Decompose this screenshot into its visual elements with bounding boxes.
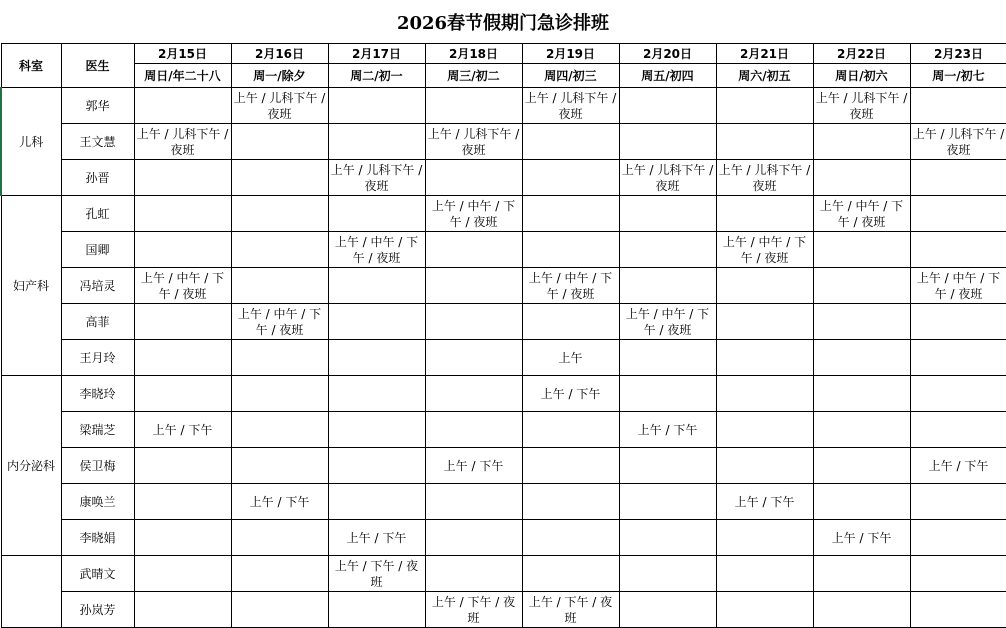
shift-cell[interactable] [425, 412, 522, 448]
shift-cell[interactable] [425, 88, 522, 124]
shift-cell[interactable]: 上午 / 下午 [716, 484, 813, 520]
shift-cell[interactable] [425, 304, 522, 340]
table-row [1, 340, 1006, 376]
table-row [1, 304, 1006, 340]
shift-cell[interactable] [813, 376, 910, 412]
shift-cell[interactable] [910, 88, 1006, 124]
doctor-name-cell[interactable]: 孔虹 [61, 196, 134, 232]
shift-cell[interactable] [522, 124, 619, 160]
table-row [1, 268, 1006, 304]
shift-cell[interactable]: 上午 / 儿科下午 / 夜班 [716, 160, 813, 196]
shift-cell[interactable] [328, 340, 425, 376]
shift-cell[interactable]: 上午 / 下午 [619, 412, 716, 448]
shift-cell[interactable]: 上午 / 中午 / 下午 / 夜班 [813, 196, 910, 232]
shift-cell[interactable] [522, 520, 619, 556]
header-date-cell[interactable]: 2月16日 [231, 44, 328, 64]
shift-cell[interactable] [328, 376, 425, 412]
shift-cell[interactable]: 上午 / 下午 [231, 484, 328, 520]
shift-cell[interactable]: 上午 / 下午 [910, 448, 1006, 484]
shift-cell[interactable] [910, 484, 1006, 520]
doctor-name-cell[interactable]: 李晓玲 [61, 376, 134, 412]
shift-cell[interactable]: 上午 [522, 340, 619, 376]
shift-cell[interactable] [619, 520, 716, 556]
shift-cell[interactable] [231, 376, 328, 412]
doctor-name-cell[interactable]: 高菲 [61, 304, 134, 340]
shift-cell[interactable] [425, 376, 522, 412]
shift-cell[interactable] [425, 268, 522, 304]
shift-cell[interactable] [328, 268, 425, 304]
table-row [1, 124, 1006, 160]
shift-cell[interactable] [231, 196, 328, 232]
header-date-cell[interactable]: 2月17日 [328, 44, 425, 64]
shift-cell[interactable] [716, 340, 813, 376]
shift-cell[interactable] [328, 304, 425, 340]
shift-cell[interactable]: 上午 / 下午 [328, 520, 425, 556]
shift-cell[interactable] [716, 88, 813, 124]
shift-cell[interactable] [813, 556, 910, 592]
shift-cell[interactable] [425, 520, 522, 556]
header-day-cell[interactable]: 周一/初七 [910, 64, 1006, 88]
doctor-name-cell[interactable]: 孙晋 [61, 160, 134, 196]
shift-cell[interactable] [522, 484, 619, 520]
shift-cell[interactable] [134, 88, 231, 124]
shift-cell[interactable]: 上午 / 儿科下午 / 夜班 [619, 160, 716, 196]
header-doctor[interactable]: 医生 [61, 44, 134, 88]
shift-cell[interactable] [231, 592, 328, 628]
shift-cell[interactable] [716, 304, 813, 340]
shift-cell[interactable] [328, 124, 425, 160]
shift-cell[interactable] [619, 268, 716, 304]
shift-cell[interactable] [328, 196, 425, 232]
shift-cell[interactable] [328, 412, 425, 448]
shift-cell[interactable] [522, 196, 619, 232]
doctor-name-cell[interactable]: 王月玲 [61, 340, 134, 376]
shift-cell[interactable]: 上午 / 儿科下午 / 夜班 [522, 88, 619, 124]
shift-cell[interactable] [231, 448, 328, 484]
department-cell[interactable]: 儿科 [1, 88, 61, 196]
shift-cell[interactable] [813, 268, 910, 304]
shift-cell[interactable] [328, 592, 425, 628]
table-row [1, 556, 1006, 592]
table-row [1, 196, 1006, 232]
shift-cell[interactable] [813, 448, 910, 484]
shift-cell[interactable] [619, 340, 716, 376]
shift-cell[interactable] [619, 124, 716, 160]
shift-cell[interactable]: 上午 / 儿科下午 / 夜班 [425, 124, 522, 160]
shift-cell[interactable] [134, 484, 231, 520]
header-department[interactable]: 科室 [1, 44, 61, 88]
shift-cell[interactable]: 上午 / 儿科下午 / 夜班 [328, 160, 425, 196]
shift-cell[interactable] [522, 160, 619, 196]
shift-cell[interactable] [619, 196, 716, 232]
shift-cell[interactable]: 上午 / 儿科下午 / 夜班 [134, 124, 231, 160]
doctor-name-cell[interactable]: 冯培灵 [61, 268, 134, 304]
header-day-cell[interactable]: 周三/初二 [425, 64, 522, 88]
table-row [1, 88, 1006, 124]
shift-cell[interactable] [619, 376, 716, 412]
header-date-cell[interactable]: 2月19日 [522, 44, 619, 64]
shift-cell[interactable] [910, 556, 1006, 592]
table-row [1, 232, 1006, 268]
shift-cell[interactable] [619, 448, 716, 484]
header-date-cell[interactable]: 2月15日 [134, 44, 231, 64]
shift-cell[interactable] [910, 592, 1006, 628]
shift-cell[interactable] [425, 160, 522, 196]
shift-cell[interactable]: 上午 / 儿科下午 / 夜班 [910, 124, 1006, 160]
doctor-name-cell[interactable]: 孙岚芳 [61, 592, 134, 628]
shift-cell[interactable]: 上午 / 儿科下午 / 夜班 [231, 88, 328, 124]
table-row [1, 448, 1006, 484]
department-cell[interactable]: 妇产科 [1, 196, 61, 376]
shift-cell[interactable] [910, 160, 1006, 196]
shift-cell[interactable] [716, 196, 813, 232]
shift-cell[interactable] [425, 484, 522, 520]
shift-cell[interactable]: 上午 / 中午 / 下午 / 夜班 [522, 268, 619, 304]
shift-cell[interactable] [910, 340, 1006, 376]
shift-cell[interactable] [813, 232, 910, 268]
doctor-name-cell[interactable]: 侯卫梅 [61, 448, 134, 484]
schedule-table [0, 43, 1006, 628]
header-date-cell[interactable]: 2月21日 [716, 44, 813, 64]
shift-cell[interactable] [716, 520, 813, 556]
shift-cell[interactable]: 上午 / 下午 [813, 520, 910, 556]
shift-cell[interactable]: 上午 / 中午 / 下午 / 夜班 [134, 268, 231, 304]
shift-cell[interactable] [328, 484, 425, 520]
header-date-cell[interactable]: 2月23日 [910, 44, 1006, 64]
shift-cell[interactable] [134, 520, 231, 556]
shift-cell[interactable] [231, 412, 328, 448]
shift-cell[interactable] [134, 160, 231, 196]
shift-cell[interactable] [231, 268, 328, 304]
shift-cell[interactable]: 上午 / 儿科下午 / 夜班 [813, 88, 910, 124]
doctor-name-cell[interactable]: 国卿 [61, 232, 134, 268]
shift-cell[interactable] [134, 592, 231, 628]
shift-cell[interactable] [134, 448, 231, 484]
shift-cell[interactable] [328, 448, 425, 484]
shift-cell[interactable] [813, 484, 910, 520]
department-cell[interactable]: 内分泌科 [1, 376, 61, 556]
shift-cell[interactable] [231, 124, 328, 160]
shift-cell[interactable]: 上午 / 下午 [134, 412, 231, 448]
shift-cell[interactable] [910, 520, 1006, 556]
shift-cell[interactable] [910, 412, 1006, 448]
shift-cell[interactable] [425, 556, 522, 592]
shift-cell[interactable] [619, 484, 716, 520]
header-day-cell[interactable]: 周日/年二十八 [134, 64, 231, 88]
shift-cell[interactable] [716, 412, 813, 448]
table-row [1, 160, 1006, 196]
shift-cell[interactable]: 上午 / 中午 / 下午 / 夜班 [231, 304, 328, 340]
shift-cell[interactable] [522, 412, 619, 448]
shift-cell[interactable]: 上午 / 中午 / 下午 / 夜班 [910, 268, 1006, 304]
shift-cell[interactable]: 上午 / 下午 / 夜班 [522, 592, 619, 628]
header-day-cell[interactable]: 周一/除夕 [231, 64, 328, 88]
shift-cell[interactable] [231, 232, 328, 268]
shift-cell[interactable] [813, 160, 910, 196]
header-day-cell[interactable]: 周日/初六 [813, 64, 910, 88]
header-day-cell[interactable]: 周二/初一 [328, 64, 425, 88]
shift-cell[interactable] [716, 448, 813, 484]
sheet-title: 2026春节假期门急诊排班 [396, 12, 610, 34]
shift-cell[interactable] [522, 556, 619, 592]
header-date-cell[interactable]: 2月22日 [813, 44, 910, 64]
header-day-cell[interactable]: 周四/初三 [522, 64, 619, 88]
table-row [1, 592, 1006, 628]
shift-cell[interactable] [134, 376, 231, 412]
shift-cell[interactable] [813, 412, 910, 448]
doctor-name-cell[interactable]: 李晓娟 [61, 520, 134, 556]
shift-cell[interactable] [522, 232, 619, 268]
doctor-name-cell[interactable]: 郭华 [61, 88, 134, 124]
shift-cell[interactable] [910, 232, 1006, 268]
shift-cell[interactable] [619, 556, 716, 592]
shift-cell[interactable] [134, 340, 231, 376]
shift-cell[interactable] [134, 304, 231, 340]
shift-cell[interactable] [813, 340, 910, 376]
shift-cell[interactable] [910, 196, 1006, 232]
shift-cell[interactable] [716, 376, 813, 412]
shift-cell[interactable] [134, 196, 231, 232]
shift-cell[interactable] [425, 340, 522, 376]
department-cell[interactable] [1, 556, 61, 628]
table-row [1, 520, 1006, 556]
shift-cell[interactable] [425, 232, 522, 268]
shift-cell[interactable] [910, 304, 1006, 340]
shift-cell[interactable] [522, 304, 619, 340]
shift-cell[interactable] [522, 448, 619, 484]
header-date-cell[interactable]: 2月18日 [425, 44, 522, 64]
header-date-cell[interactable]: 2月20日 [619, 44, 716, 64]
shift-cell[interactable] [231, 340, 328, 376]
shift-cell[interactable]: 上午 / 下午 [522, 376, 619, 412]
shift-cell[interactable] [134, 232, 231, 268]
header-day-cell[interactable]: 周五/初四 [619, 64, 716, 88]
shift-cell[interactable] [716, 268, 813, 304]
shift-cell[interactable]: 上午 / 下午 [425, 448, 522, 484]
shift-cell[interactable]: 上午 / 下午 / 夜班 [425, 592, 522, 628]
table-row [1, 484, 1006, 520]
shift-cell[interactable]: 上午 / 中午 / 下午 / 夜班 [619, 304, 716, 340]
shift-cell[interactable] [813, 304, 910, 340]
shift-cell[interactable] [231, 520, 328, 556]
shift-cell[interactable] [910, 376, 1006, 412]
shift-cell[interactable]: 上午 / 中午 / 下午 / 夜班 [328, 232, 425, 268]
doctor-name-cell[interactable]: 康唤兰 [61, 484, 134, 520]
shift-cell[interactable] [328, 88, 425, 124]
table-row [1, 376, 1006, 412]
doctor-name-cell[interactable]: 王文慧 [61, 124, 134, 160]
shift-cell[interactable] [813, 124, 910, 160]
doctor-name-cell[interactable]: 武晴文 [61, 556, 134, 592]
shift-cell[interactable] [231, 556, 328, 592]
shift-cell[interactable] [619, 592, 716, 628]
shift-cell[interactable] [716, 124, 813, 160]
shift-cell[interactable]: 上午 / 下午 / 夜班 [328, 556, 425, 592]
shift-cell[interactable] [716, 556, 813, 592]
doctor-name-cell[interactable]: 梁瑞芝 [61, 412, 134, 448]
table-row [1, 412, 1006, 448]
shift-cell[interactable] [134, 556, 231, 592]
shift-cell[interactable] [231, 160, 328, 196]
shift-cell[interactable] [813, 592, 910, 628]
header-day-cell[interactable]: 周六/初五 [716, 64, 813, 88]
shift-cell[interactable]: 上午 / 中午 / 下午 / 夜班 [425, 196, 522, 232]
shift-cell[interactable] [716, 592, 813, 628]
shift-cell[interactable] [619, 88, 716, 124]
shift-cell[interactable] [619, 232, 716, 268]
shift-cell[interactable]: 上午 / 中午 / 下午 / 夜班 [716, 232, 813, 268]
